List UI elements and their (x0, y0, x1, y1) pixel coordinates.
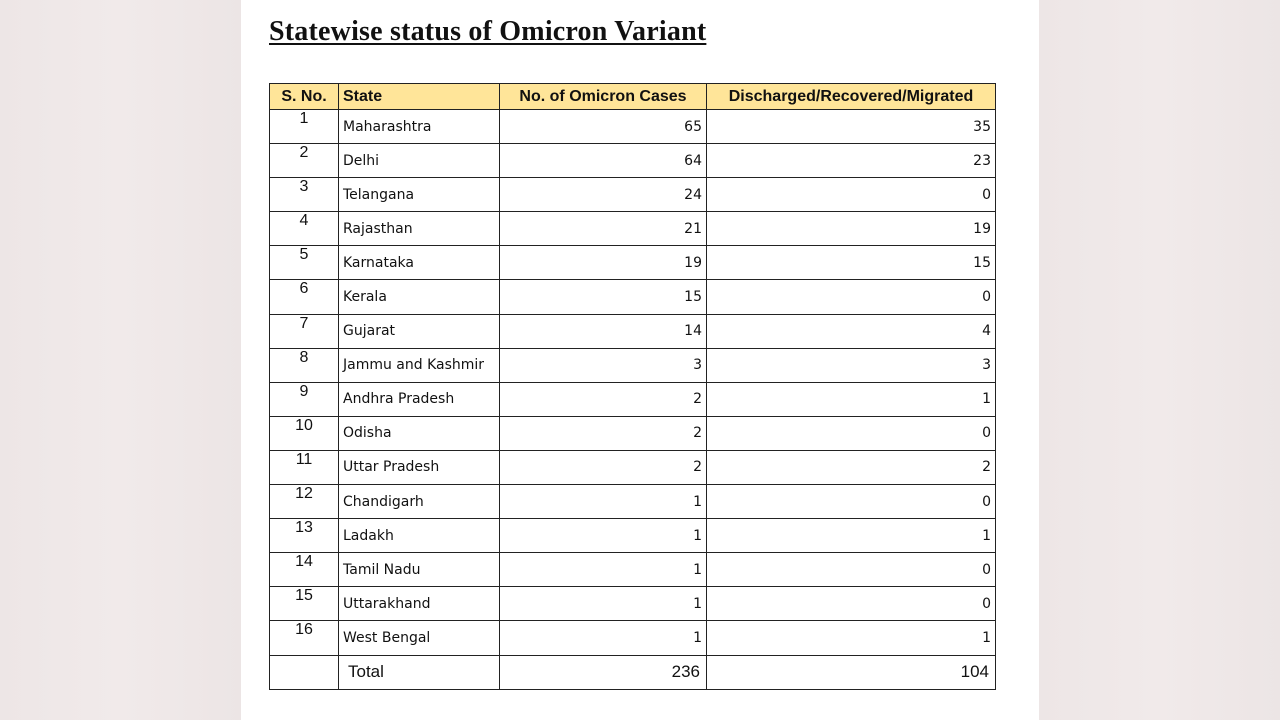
row-cases: 1 (500, 485, 707, 519)
row-discharged: 15 (707, 246, 996, 280)
row-discharged: 2 (707, 450, 996, 484)
table-row (270, 212, 996, 246)
total-sno-cell (270, 655, 339, 689)
table-row (270, 110, 996, 144)
row-state: Kerala (339, 280, 500, 314)
row-cases: 1 (500, 553, 707, 587)
row-sno: 5 (270, 246, 339, 280)
background-right-panel (1039, 0, 1280, 720)
table-row (270, 280, 996, 314)
row-state: Jammu and Kashmir (339, 348, 500, 382)
row-state: Ladakh (339, 519, 500, 553)
row-cases: 64 (500, 144, 707, 178)
row-sno: 10 (270, 416, 339, 450)
row-discharged: 1 (707, 621, 996, 655)
row-discharged: 4 (707, 314, 996, 348)
row-cases: 14 (500, 314, 707, 348)
row-sno: 14 (270, 553, 339, 587)
header-sno: S. No. (270, 84, 339, 110)
row-state: Chandigarh (339, 485, 500, 519)
table-row (270, 519, 996, 553)
row-cases: 21 (500, 212, 707, 246)
row-state: Odisha (339, 416, 500, 450)
row-cases: 1 (500, 587, 707, 621)
row-discharged: 3 (707, 348, 996, 382)
table-row (270, 246, 996, 280)
row-cases: 19 (500, 246, 707, 280)
table-row (270, 416, 996, 450)
table-row (270, 485, 996, 519)
table-row (270, 587, 996, 621)
total-discharged: 104 (707, 655, 996, 689)
total-label: Total (339, 655, 500, 689)
table-row (270, 348, 996, 382)
row-discharged: 0 (707, 485, 996, 519)
row-cases: 2 (500, 382, 707, 416)
row-sno: 8 (270, 348, 339, 382)
row-state: Andhra Pradesh (339, 382, 500, 416)
row-cases: 2 (500, 416, 707, 450)
row-sno: 11 (270, 450, 339, 484)
table-body (270, 110, 996, 690)
row-state: Tamil Nadu (339, 553, 500, 587)
row-state: Delhi (339, 144, 500, 178)
row-cases: 2 (500, 450, 707, 484)
table-row (270, 382, 996, 416)
table-row (270, 621, 996, 655)
table-row (270, 314, 996, 348)
total-cases: 236 (500, 655, 707, 689)
row-cases: 24 (500, 178, 707, 212)
header-row (270, 84, 996, 110)
row-cases: 1 (500, 519, 707, 553)
row-discharged: 0 (707, 587, 996, 621)
row-sno: 1 (270, 110, 339, 144)
table-row (270, 553, 996, 587)
row-state: Rajasthan (339, 212, 500, 246)
total-row (270, 655, 996, 689)
row-cases: 65 (500, 110, 707, 144)
row-sno: 2 (270, 144, 339, 178)
document-sheet (241, 0, 1039, 720)
row-sno: 6 (270, 280, 339, 314)
row-discharged: 1 (707, 519, 996, 553)
row-cases: 15 (500, 280, 707, 314)
row-sno: 13 (270, 519, 339, 553)
row-sno: 4 (270, 212, 339, 246)
row-cases: 1 (500, 621, 707, 655)
row-discharged: 35 (707, 110, 996, 144)
header-discharged: Discharged/Recovered/Migrated (707, 84, 996, 110)
row-state: Maharashtra (339, 110, 500, 144)
row-discharged: 0 (707, 416, 996, 450)
row-sno: 15 (270, 587, 339, 621)
row-state: West Bengal (339, 621, 500, 655)
row-discharged: 23 (707, 144, 996, 178)
row-state: Uttar Pradesh (339, 450, 500, 484)
table-header (270, 84, 996, 110)
table-row (270, 144, 996, 178)
row-cases: 3 (500, 348, 707, 382)
row-discharged: 0 (707, 553, 996, 587)
row-state: Telangana (339, 178, 500, 212)
background-left-panel (0, 0, 241, 720)
row-sno: 12 (270, 485, 339, 519)
header-cases: No. of Omicron Cases (500, 84, 707, 110)
omicron-status-table (269, 83, 996, 690)
header-state: State (339, 84, 500, 110)
row-discharged: 19 (707, 212, 996, 246)
row-discharged: 1 (707, 382, 996, 416)
row-discharged: 0 (707, 280, 996, 314)
row-sno: 3 (270, 178, 339, 212)
row-sno: 7 (270, 314, 339, 348)
table-row (270, 178, 996, 212)
row-state: Uttarakhand (339, 587, 500, 621)
document-title: Statewise status of Omicron Variant (269, 16, 707, 47)
table-row (270, 450, 996, 484)
row-discharged: 0 (707, 178, 996, 212)
row-sno: 16 (270, 621, 339, 655)
row-state: Gujarat (339, 314, 500, 348)
row-state: Karnataka (339, 246, 500, 280)
row-sno: 9 (270, 382, 339, 416)
